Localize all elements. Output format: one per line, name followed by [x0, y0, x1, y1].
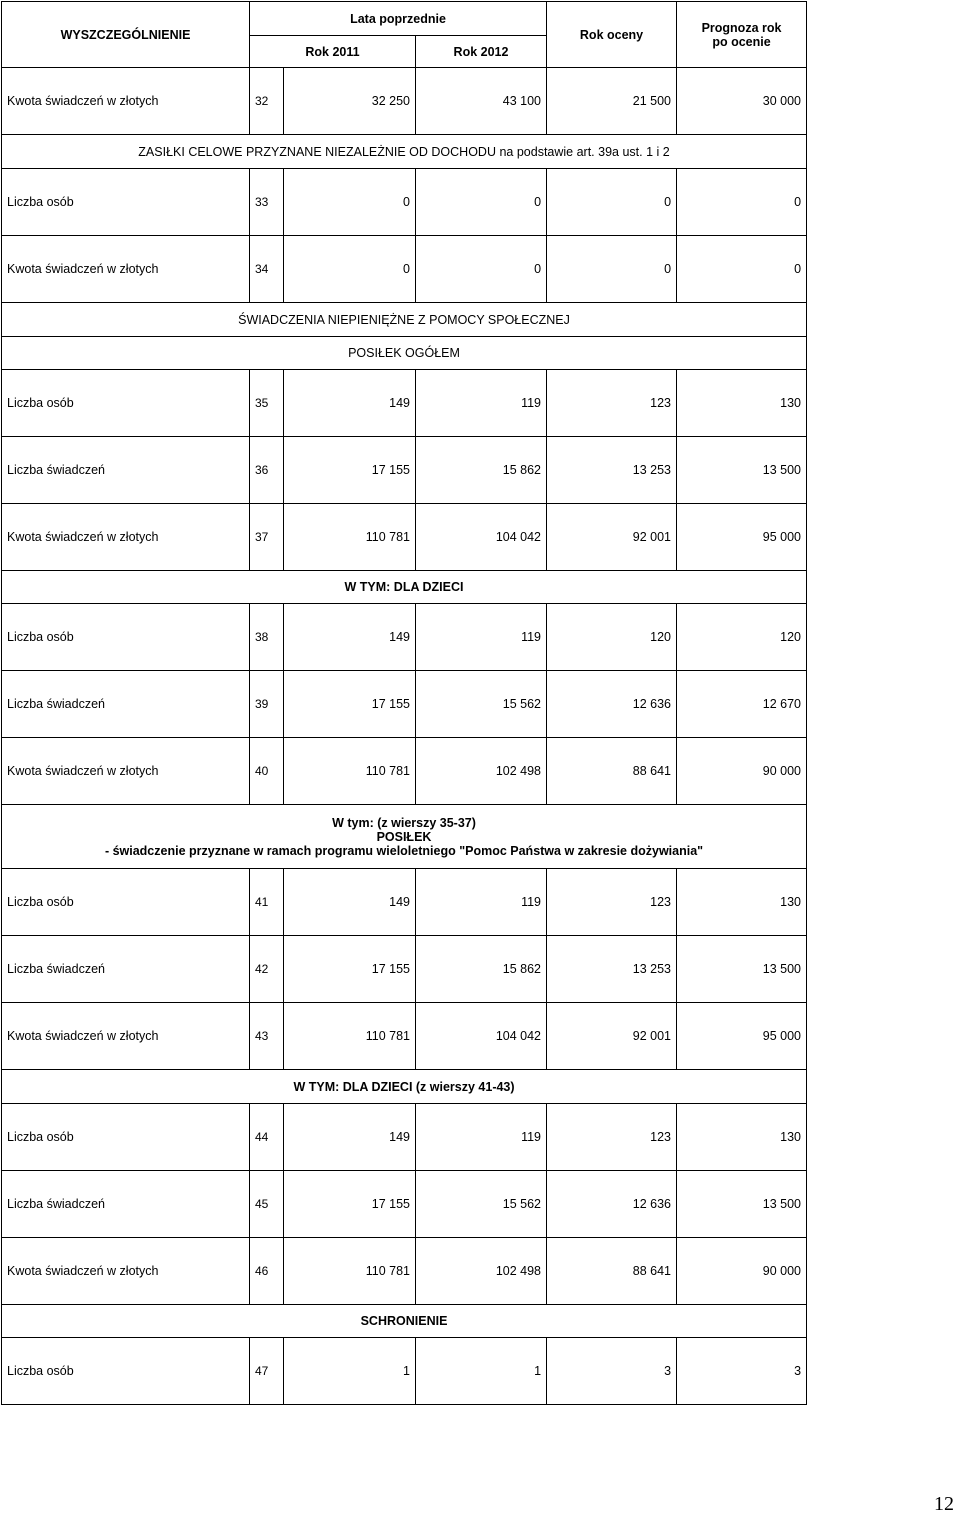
value-evaluation: 123: [547, 1104, 677, 1171]
row-label: Liczba świadczeń: [2, 437, 250, 504]
value-forecast: 13 500: [677, 437, 807, 504]
value-2011: 17 155: [284, 437, 416, 504]
value-2011: 17 155: [284, 936, 416, 1003]
row-number: 43: [250, 1003, 284, 1070]
value-evaluation: 92 001: [547, 504, 677, 571]
value-2011: 110 781: [284, 1003, 416, 1070]
value-evaluation: 88 641: [547, 738, 677, 805]
value-forecast: 12 670: [677, 671, 807, 738]
table-row: [2, 671, 807, 738]
row-number: 34: [250, 236, 284, 303]
row-label: Liczba osób: [2, 869, 250, 936]
value-2011: 149: [284, 869, 416, 936]
row-number: 39: [250, 671, 284, 738]
header-forecast: Prognoza rok po ocenie: [677, 2, 807, 68]
value-forecast: 13 500: [677, 936, 807, 1003]
value-forecast: 30 000: [677, 68, 807, 135]
table-row: [2, 370, 807, 437]
section-row: [2, 337, 807, 370]
table-row: [2, 169, 807, 236]
page-number: 12: [934, 1493, 954, 1515]
value-2011: 0: [284, 236, 416, 303]
value-evaluation: 88 641: [547, 1238, 677, 1305]
section-row: [2, 303, 807, 337]
row-label: Liczba osób: [2, 169, 250, 236]
section-heading-program: [2, 805, 807, 869]
section-line-3: - świadczenie przyznane w ramach programu wieloletniego "Pomoc Państwa w zakresie dożywiania": [104, 843, 704, 858]
table-row: [2, 504, 807, 571]
row-number: 41: [250, 869, 284, 936]
header-year-2012: Rok 2012: [416, 36, 547, 68]
table-row: [2, 936, 807, 1003]
row-number: 36: [250, 437, 284, 504]
value-2012: 102 498: [416, 1238, 547, 1305]
row-label: Kwota świadczeń w złotych: [2, 504, 250, 571]
row-label: Liczba osób: [2, 1338, 250, 1405]
value-2011: 149: [284, 1104, 416, 1171]
table-row: [2, 1238, 807, 1305]
value-forecast: 120: [677, 604, 807, 671]
table-row: [2, 604, 807, 671]
value-2012: 119: [416, 869, 547, 936]
value-evaluation: 12 636: [547, 1171, 677, 1238]
value-2011: 149: [284, 370, 416, 437]
value-2012: 119: [416, 604, 547, 671]
header-description: WYSZCZEGÓLNIENIE: [2, 2, 250, 68]
section-row: [2, 571, 807, 604]
value-2012: 104 042: [416, 1003, 547, 1070]
section-heading-schronienie: SCHRONIENIE: [2, 1305, 807, 1338]
section-heading-zasilki: ZASIŁKI CELOWE PRZYZNANE NIEZALEŻNIE OD DOCHODU na podstawie art. 39a ust. 1 i 2: [2, 135, 807, 169]
value-2012: 0: [416, 236, 547, 303]
value-evaluation: 0: [547, 169, 677, 236]
section-line-1: W tym: (z wierszy 35-37): [332, 815, 476, 830]
value-2011: 1: [284, 1338, 416, 1405]
row-label: Kwota świadczeń w złotych: [2, 1003, 250, 1070]
value-2011: 17 155: [284, 1171, 416, 1238]
section-row: [2, 135, 807, 169]
value-forecast: 90 000: [677, 1238, 807, 1305]
row-number: 37: [250, 504, 284, 571]
section-row: [2, 1305, 807, 1338]
row-label: Liczba osób: [2, 370, 250, 437]
value-evaluation: 21 500: [547, 68, 677, 135]
value-2012: 15 862: [416, 437, 547, 504]
row-label: Liczba świadczeń: [2, 936, 250, 1003]
value-2012: 119: [416, 370, 547, 437]
section-heading-posilek: POSIŁEK OGÓŁEM: [2, 337, 807, 370]
row-number: 40: [250, 738, 284, 805]
row-label: Liczba osób: [2, 604, 250, 671]
value-2012: 1: [416, 1338, 547, 1405]
value-2011: 110 781: [284, 1238, 416, 1305]
value-2011: 17 155: [284, 671, 416, 738]
row-label: Kwota świadczeń w złotych: [2, 68, 250, 135]
table-row: [2, 236, 807, 303]
value-2012: 119: [416, 1104, 547, 1171]
section-heading-niepieniezne: ŚWIADCZENIA NIEPIENIĘŻNE Z POMOCY SPOŁECZNEJ: [2, 303, 807, 337]
value-evaluation: 3: [547, 1338, 677, 1405]
value-forecast: 130: [677, 869, 807, 936]
value-2011: 110 781: [284, 738, 416, 805]
row-number: 32: [250, 68, 284, 135]
value-2012: 15 562: [416, 671, 547, 738]
row-label: Liczba osób: [2, 1104, 250, 1171]
value-2011: 0: [284, 169, 416, 236]
value-evaluation: 92 001: [547, 1003, 677, 1070]
table-row: [2, 1003, 807, 1070]
value-2011: 149: [284, 604, 416, 671]
section-heading-dzieci-2: W TYM: DLA DZIECI (z wierszy 41-43): [2, 1070, 807, 1104]
value-2012: 102 498: [416, 738, 547, 805]
value-2012: 15 862: [416, 936, 547, 1003]
table-row: [2, 437, 807, 504]
value-evaluation: 123: [547, 869, 677, 936]
value-evaluation: 13 253: [547, 936, 677, 1003]
section-row: [2, 1070, 807, 1104]
value-forecast: 130: [677, 370, 807, 437]
value-forecast: 13 500: [677, 1171, 807, 1238]
row-label: Kwota świadczeń w złotych: [2, 1238, 250, 1305]
report-table: [1, 1, 807, 1405]
value-forecast: 0: [677, 169, 807, 236]
value-forecast: 130: [677, 1104, 807, 1171]
section-heading-dzieci: W TYM: DLA DZIECI: [2, 571, 807, 604]
value-evaluation: 12 636: [547, 671, 677, 738]
row-number: 42: [250, 936, 284, 1003]
section-line-2: POSIŁEK: [376, 829, 432, 844]
value-forecast: 90 000: [677, 738, 807, 805]
row-label: Kwota świadczeń w złotych: [2, 738, 250, 805]
row-number: 47: [250, 1338, 284, 1405]
row-label: Kwota świadczeń w złotych: [2, 236, 250, 303]
table-row: [2, 738, 807, 805]
value-2012: 15 562: [416, 1171, 547, 1238]
header-previous-years: Lata poprzednie: [250, 2, 547, 36]
row-label: Liczba świadczeń: [2, 671, 250, 738]
row-number: 46: [250, 1238, 284, 1305]
value-evaluation: 13 253: [547, 437, 677, 504]
value-forecast: 3: [677, 1338, 807, 1405]
header-evaluation-year: Rok oceny: [547, 2, 677, 68]
table-row: [2, 68, 807, 135]
row-label: Liczba świadczeń: [2, 1171, 250, 1238]
value-forecast: 95 000: [677, 1003, 807, 1070]
value-2011: 110 781: [284, 504, 416, 571]
value-2012: 0: [416, 169, 547, 236]
header-row: [2, 2, 807, 36]
row-number: 33: [250, 169, 284, 236]
table-row: [2, 1171, 807, 1238]
value-evaluation: 120: [547, 604, 677, 671]
row-number: 38: [250, 604, 284, 671]
value-evaluation: 0: [547, 236, 677, 303]
row-number: 35: [250, 370, 284, 437]
row-number: 44: [250, 1104, 284, 1171]
row-number: 45: [250, 1171, 284, 1238]
value-2012: 104 042: [416, 504, 547, 571]
section-row: [2, 805, 807, 869]
value-2011: 32 250: [284, 68, 416, 135]
table-row: [2, 1104, 807, 1171]
value-forecast: 95 000: [677, 504, 807, 571]
table-row: [2, 1338, 807, 1405]
value-forecast: 0: [677, 236, 807, 303]
table-row: [2, 869, 807, 936]
header-year-2011: Rok 2011: [250, 36, 416, 68]
value-2012: 43 100: [416, 68, 547, 135]
value-evaluation: 123: [547, 370, 677, 437]
